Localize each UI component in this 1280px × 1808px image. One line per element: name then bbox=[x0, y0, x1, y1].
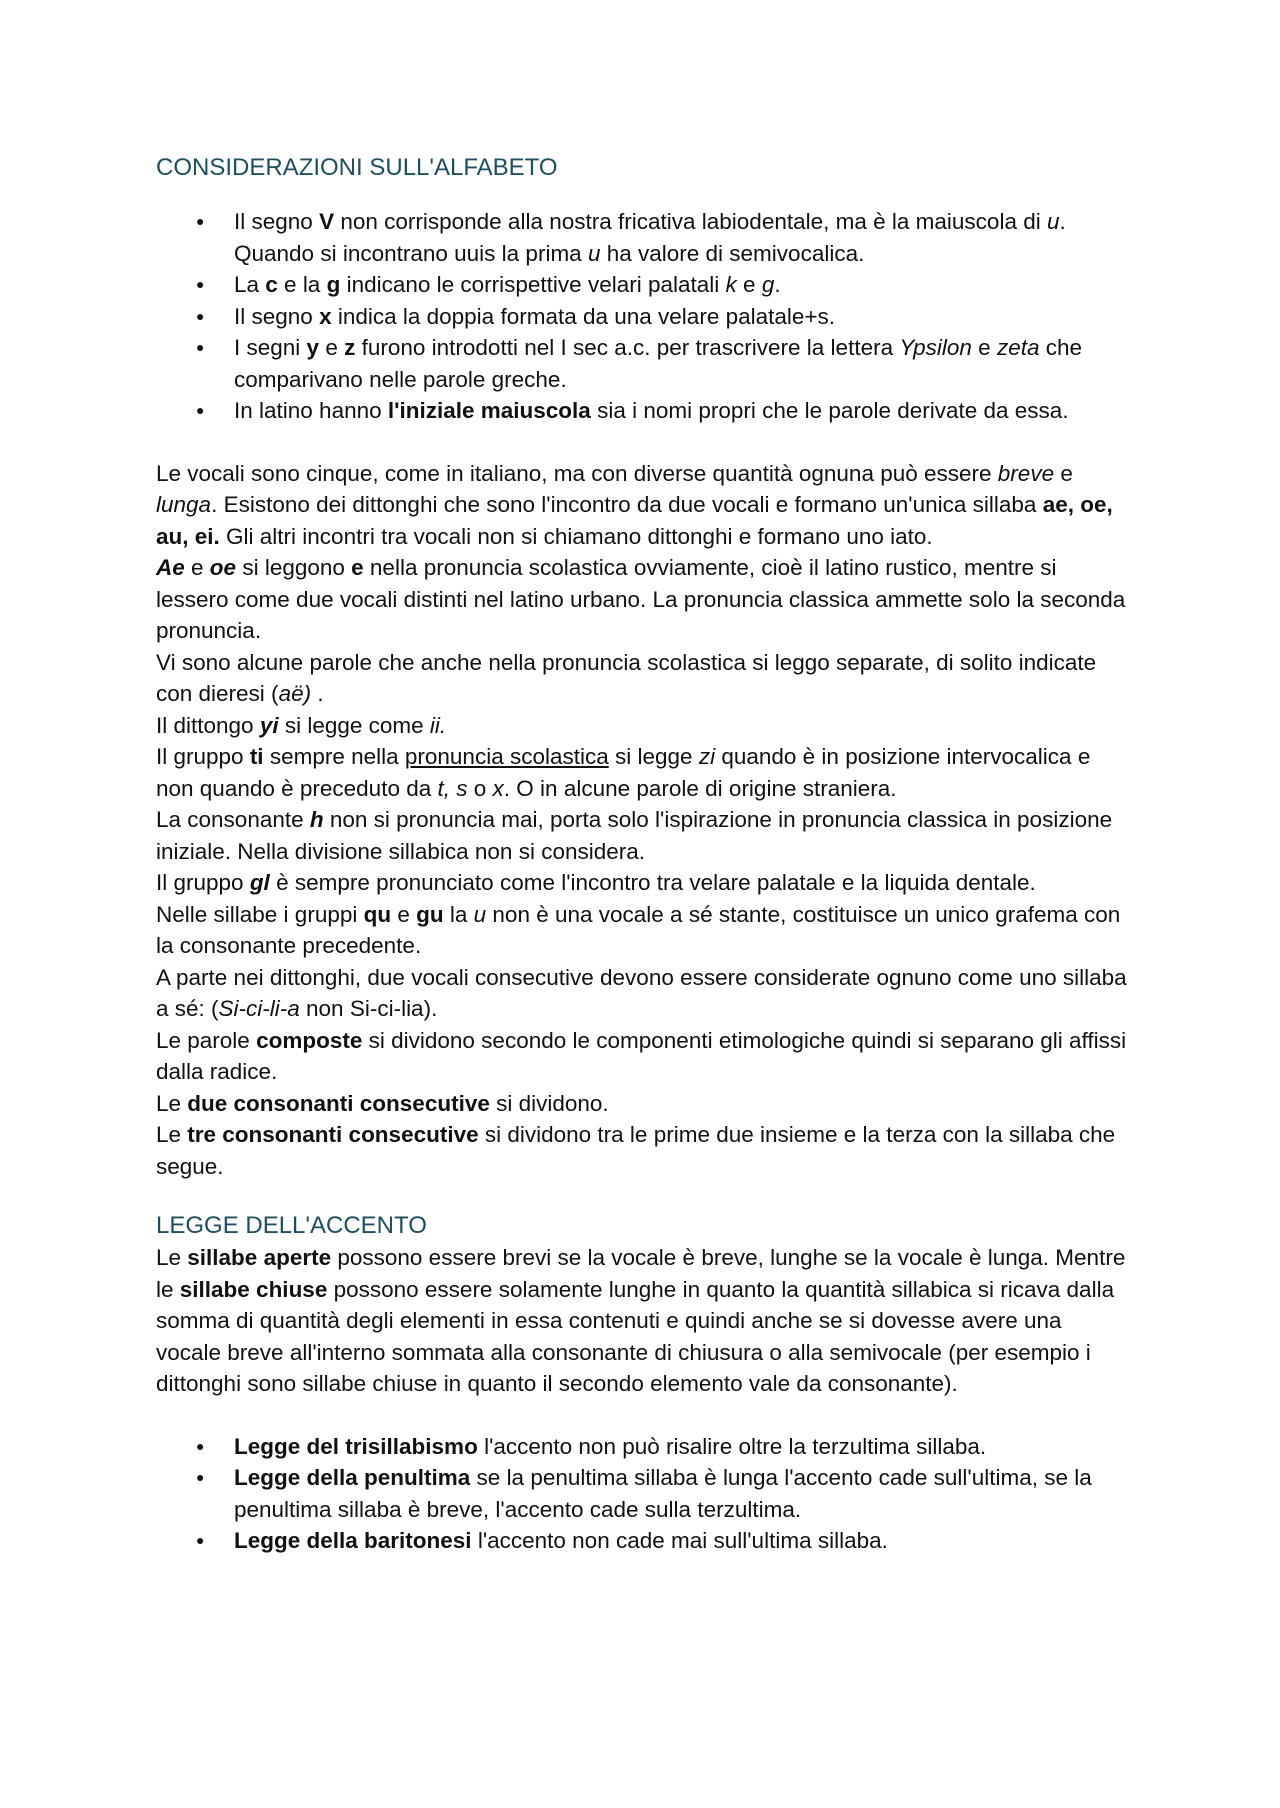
text-run: Le vocali sono cinque, come in italiano, ma con diverse quantità ognuna può essere bbox=[156, 460, 998, 486]
text-run: Nelle sillabe i gruppi bbox=[156, 901, 364, 927]
text-run: La consonante bbox=[156, 807, 310, 832]
paragraph bbox=[156, 710, 1132, 742]
paragraph bbox=[156, 804, 1132, 867]
text-run: breve bbox=[997, 460, 1055, 486]
text-run: ha valore di semivocalica. bbox=[600, 240, 865, 266]
text-run: yi bbox=[259, 712, 279, 738]
text-run: sillabe aperte bbox=[187, 1245, 332, 1270]
section-title-accento: LEGGE DELL'ACCENTO bbox=[156, 1212, 427, 1239]
text-run: zi bbox=[698, 744, 716, 769]
text-run: . O in alcune parole di origine straniera. bbox=[503, 775, 897, 801]
text-run: sillabe chiuse bbox=[179, 1276, 328, 1302]
text-run: zeta bbox=[996, 335, 1040, 360]
text-run: h bbox=[309, 807, 324, 832]
text-run: ii. bbox=[429, 712, 447, 738]
list-item bbox=[196, 332, 1132, 395]
text-run: g bbox=[326, 272, 341, 297]
list-item bbox=[196, 1525, 1132, 1557]
text-run: e bbox=[391, 901, 417, 927]
text-run: ti bbox=[249, 744, 264, 769]
list-item bbox=[196, 1431, 1132, 1463]
text-run: u bbox=[473, 901, 487, 927]
text-run: qu bbox=[363, 901, 392, 927]
paragraph bbox=[156, 552, 1132, 647]
text-run: se la penultima sillaba è lunga l'accento cade sull'ultima, se la penultima sillaba è breve, l'accento cade sulla terzultima. bbox=[234, 1465, 1092, 1522]
text-run: V bbox=[319, 209, 335, 234]
text-run: Il gruppo bbox=[156, 744, 250, 769]
text-run: Il segno bbox=[234, 303, 320, 329]
section-title-alfabeto: CONSIDERAZIONI SULL'ALFABETO bbox=[156, 154, 558, 181]
list-item bbox=[196, 206, 1132, 269]
text-run: oe bbox=[209, 555, 237, 580]
text-run: Legge della baritonesi bbox=[234, 1528, 472, 1553]
text-run: aë) bbox=[278, 681, 312, 706]
text-run: non è una vocale a sé stante, costituisce un unico grafema con la consonante precedente. bbox=[156, 901, 1121, 958]
text-run: Le bbox=[156, 1090, 188, 1116]
text-run: l'iniziale maiuscola bbox=[387, 398, 591, 423]
text-run: . bbox=[311, 681, 324, 706]
paragraph bbox=[156, 1119, 1132, 1182]
text-run: si dividono tra le prime due insieme e la terza con la sillaba che segue. bbox=[156, 1122, 1116, 1179]
paragraph bbox=[156, 1025, 1132, 1088]
text-run: è sempre pronunciato come l'incontro tra velare palatale e la liquida dentale. bbox=[269, 870, 1036, 895]
text-run: u bbox=[587, 240, 601, 266]
text-run: . Esistono dei dittonghi che sono l'incontro da due vocali e formano un'unica sillaba bbox=[211, 492, 1043, 517]
text-run: g bbox=[761, 272, 775, 297]
text-run: y bbox=[306, 335, 320, 360]
alfabeto-bullet-list bbox=[156, 206, 1132, 427]
text-run: gu bbox=[416, 901, 444, 927]
bullet-icon: ● bbox=[196, 1469, 205, 1485]
accento-bullet-list bbox=[156, 1431, 1132, 1557]
bullet-icon: ● bbox=[196, 402, 205, 418]
list-item bbox=[196, 301, 1132, 333]
text-run: che comparivano nelle parole greche. bbox=[234, 335, 1082, 392]
text-run: o bbox=[467, 775, 493, 801]
text-run: si dividono. bbox=[489, 1090, 609, 1116]
text-run: La bbox=[234, 272, 266, 297]
text-run: Ypsilon bbox=[899, 335, 972, 360]
bullet-icon: ● bbox=[196, 339, 205, 355]
text-run: Gli altri incontri tra vocali non si chiamano dittonghi e formano uno iato. bbox=[219, 523, 933, 549]
text-run: Si-ci-li-a bbox=[218, 996, 300, 1021]
text-run: Le bbox=[156, 1245, 188, 1270]
text-run: due consonanti consecutive bbox=[187, 1090, 490, 1116]
text-run: e bbox=[1054, 460, 1073, 486]
text-run: lunga bbox=[156, 492, 212, 517]
bullet-icon: ● bbox=[196, 276, 205, 292]
bullet-icon: ● bbox=[196, 1532, 205, 1548]
text-run: In latino hanno bbox=[234, 398, 388, 423]
list-item bbox=[196, 1462, 1132, 1525]
text-run: tre consonanti consecutive bbox=[187, 1122, 479, 1147]
text-run: indicano le corrispettive velari palatali bbox=[340, 272, 726, 297]
text-run: la bbox=[443, 901, 474, 927]
paragraph bbox=[156, 1088, 1132, 1120]
text-run: si leggono bbox=[236, 555, 352, 580]
list-item bbox=[196, 269, 1132, 301]
text-run: Vi sono alcune parole che anche nella pronuncia scolastica si leggo separate, di solito indicate con dieresi ( bbox=[156, 649, 1097, 706]
bullet-icon: ● bbox=[196, 213, 205, 229]
paragraph bbox=[156, 899, 1132, 962]
text-run: e la bbox=[277, 272, 327, 297]
text-run: non Si-ci-lia). bbox=[299, 996, 438, 1021]
text-run: e bbox=[736, 272, 762, 297]
text-run: possono essere brevi se la vocale è breve, lunghe se la vocale è lunga. Mentre le bbox=[156, 1245, 1126, 1302]
paragraph bbox=[156, 741, 1132, 804]
text-run: gl bbox=[249, 870, 270, 895]
text-run: l'accento non cade mai sull'ultima sillaba. bbox=[471, 1528, 888, 1553]
paragraph bbox=[156, 867, 1132, 899]
text-run: Ae bbox=[156, 555, 185, 580]
text-run: e bbox=[184, 555, 210, 580]
text-run: si dividono secondo le componenti etimologiche quindi si separano gli affissi dalla radice. bbox=[156, 1027, 1127, 1084]
vocali-text-block bbox=[156, 458, 1132, 1183]
text-run: t, s bbox=[437, 775, 468, 801]
text-run: si legge come bbox=[278, 712, 430, 738]
bullet-icon: ● bbox=[196, 307, 205, 324]
text-run: Legge della penultima bbox=[234, 1465, 471, 1490]
text-run: l'accento non può risalire oltre la terzultima sillaba. bbox=[477, 1433, 987, 1459]
paragraph bbox=[156, 458, 1132, 553]
list-item bbox=[196, 395, 1132, 427]
text-run: e bbox=[319, 335, 345, 360]
text-run: A parte nei dittonghi, due vocali consecutive devono essere considerate ognuno come uno sillaba a sé: ( bbox=[156, 964, 1127, 1021]
text-run: x bbox=[319, 303, 332, 329]
text-run: quando è in posizione intervocalica e non quando è preceduto da bbox=[156, 744, 1091, 801]
text-run: sempre nella bbox=[263, 744, 405, 769]
paragraph bbox=[156, 962, 1132, 1025]
text-run: . Quando si incontrano uuis la prima bbox=[234, 209, 1066, 266]
text-run: pronuncia scolastica bbox=[404, 744, 609, 769]
text-run: nella pronuncia scolastica ovviamente, cioè il latino rustico, mentre si lessero come due vocali distinti nel latino urbano. La pronuncia classica ammette solo la seconda pronuncia. bbox=[156, 555, 1126, 643]
text-run: k bbox=[725, 272, 737, 297]
text-run: Legge del trisillabismo bbox=[234, 1433, 478, 1459]
text-run: non corrisponde alla nostra fricativa labiodentale, ma è la maiuscola di bbox=[334, 209, 1047, 234]
text-run: c bbox=[265, 272, 278, 297]
text-run: sia i nomi propri che le parole derivate da essa. bbox=[590, 398, 1069, 423]
paragraph bbox=[156, 1242, 1132, 1400]
text-run: Il gruppo bbox=[156, 870, 250, 895]
bullet-icon: ● bbox=[196, 1437, 205, 1454]
text-run: z bbox=[344, 335, 356, 360]
text-run: . bbox=[774, 272, 781, 297]
text-run: indica la doppia formata da una velare palatale+s. bbox=[331, 303, 836, 329]
text-run: furono introdotti nel I sec a.c. per trascrivere la lettera bbox=[355, 335, 900, 360]
text-run: non si pronuncia mai, porta solo l'ispirazione in pronuncia classica in posizione iniziale. Nella divisione sillabica non si considera. bbox=[156, 807, 1113, 864]
text-run: e bbox=[971, 335, 997, 360]
text-run: x bbox=[492, 775, 504, 801]
paragraph bbox=[156, 647, 1132, 710]
accento-text-block bbox=[156, 1242, 1132, 1400]
text-run: Le parole bbox=[156, 1027, 257, 1053]
text-run: I segni bbox=[234, 335, 307, 360]
text-run: possono essere solamente lunghe in quanto la quantità sillabica si ricava dalla somma di quantità degli elementi in essa contenuti e quindi anche se si dovesse avere una vocale breve all'interno sommata alla consonante di chiusura o alla semivocale (per esempio i dittonghi sono sillabe chiuse in quanto il secondo elemento vale da consonante). bbox=[156, 1276, 1115, 1396]
text-run: Le bbox=[156, 1122, 188, 1147]
text-run: e bbox=[351, 555, 364, 580]
text-run: Il segno bbox=[234, 209, 320, 234]
text-run: ae, oe, au, ei. bbox=[156, 492, 1113, 549]
text-run: u bbox=[1046, 209, 1060, 234]
text-run: si legge bbox=[608, 744, 699, 769]
text-run: composte bbox=[256, 1027, 363, 1053]
text-run: Il dittongo bbox=[156, 712, 260, 738]
